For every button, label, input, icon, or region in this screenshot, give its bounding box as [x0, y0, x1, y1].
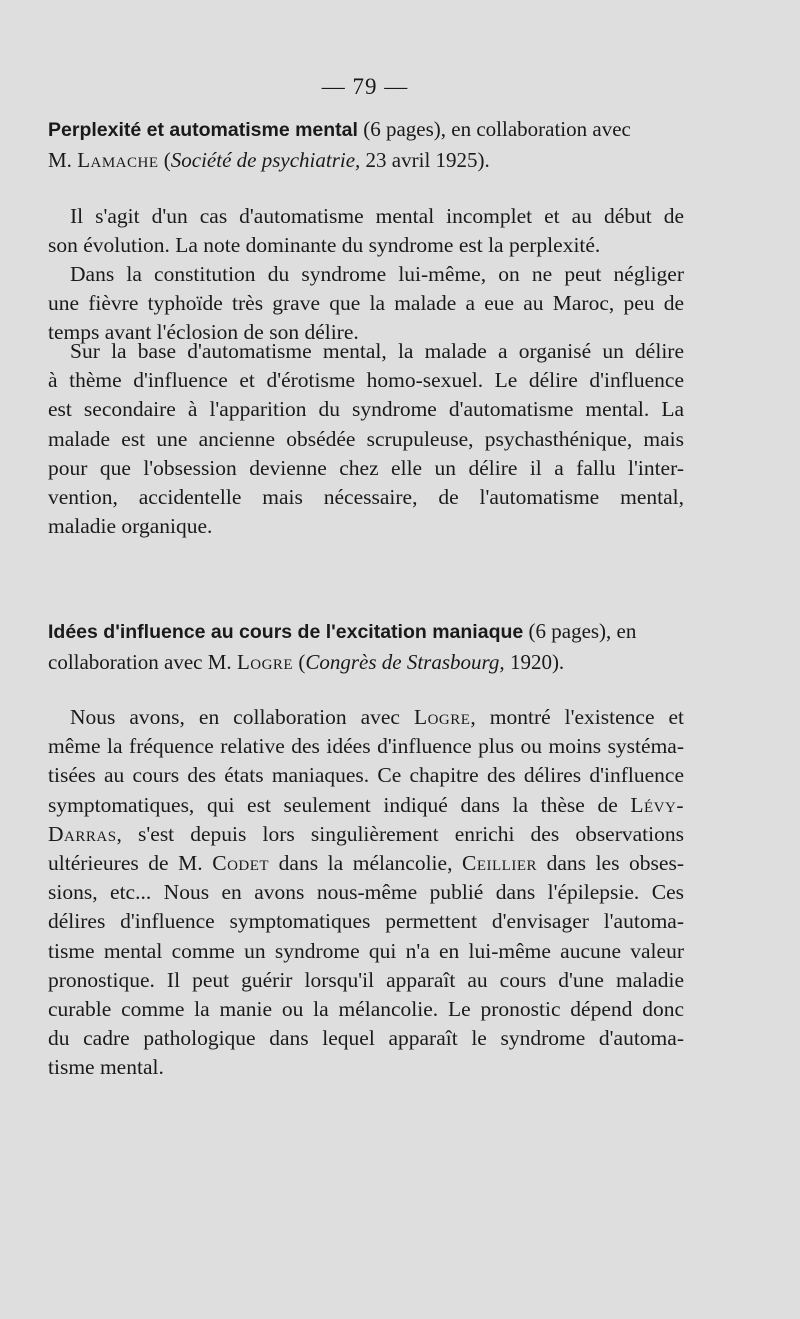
- text-line: pour que l'obsession devienne chez elle un délire il a fallu l'inter-: [48, 455, 684, 480]
- collaborator-name: Logre: [236, 650, 294, 674]
- text-line: une fièvre typhoïde très grave que la malade a eue au Maroc, peu de: [48, 291, 684, 316]
- text-line: curable comme la manie ou la mélancolie. Le pronostic dépend donc: [48, 997, 684, 1022]
- paragraph: [48, 703, 684, 1083]
- heading-line: [48, 145, 684, 175]
- ref-date: 1920).: [504, 650, 565, 674]
- text-line: vention, accidentelle mais nécessaire, de l'automatisme mental,: [48, 485, 684, 510]
- text-line: sions, etc... Nous en avons nous-même publié dans l'épilepsie. Ces: [48, 880, 684, 905]
- section-pages: (6 pages), en: [523, 619, 637, 643]
- paragraph: [48, 260, 684, 348]
- section-heading-idees-influence: [48, 616, 684, 677]
- ref-date: 23 avril 1925).: [360, 148, 490, 172]
- text-line: à thème d'influence et d'érotisme homo-sexuel. Le délire d'influence: [48, 368, 684, 393]
- text-line: Il s'agit d'un cas d'automatisme mental incomplet et au début de: [70, 204, 684, 228]
- venue: Société de psychiatrie,: [170, 148, 361, 172]
- text-line: malade est une ancienne obsédée scrupuleuse, psychasthénique, mais: [48, 426, 684, 451]
- text-line: est secondaire à l'apparition du syndrome d'automatisme mental. La: [48, 397, 684, 422]
- text-line: Nous avons, en collaboration avec Logre, montré l'existence et: [70, 705, 684, 729]
- author-name: Lévy-: [630, 792, 684, 817]
- section-pages: (6 pages), en collaboration avec: [357, 117, 631, 141]
- page-number: — 79 —: [321, 74, 409, 99]
- heading-line: [48, 647, 684, 677]
- paren-open: (: [158, 148, 171, 172]
- heading-prefix: collaboration avec M.: [48, 650, 237, 674]
- text-line: Darras, s'est depuis lors singulièrement enrichi des observations: [48, 821, 684, 846]
- text-line: Dans la constitution du syndrome lui-même, on ne peut négliger: [70, 262, 684, 286]
- text-line: tisées au cours des états maniaques. Ce chapitre des délires d'influence: [48, 763, 684, 788]
- text-line: temps avant l'éclosion de son délire.: [48, 320, 359, 345]
- author-name: Codet: [212, 851, 270, 876]
- section-title: Perplexité et automatisme mental: [48, 119, 358, 141]
- text-line: délires d'influence symptomatiques permettent d'envisager l'automa-: [48, 909, 684, 934]
- section-heading-perplexite: [48, 114, 684, 175]
- author-name: Ceillier: [462, 851, 538, 876]
- text-line: symptomatiques, qui est seulement indiqué dans la thèse de Lévy-: [48, 792, 684, 817]
- heading-line: [48, 114, 684, 145]
- venue: Congrès de Strasbourg,: [305, 650, 505, 674]
- text-line: Sur la base d'automatisme mental, la malade a organisé un délire: [70, 339, 684, 363]
- text-line: même la fréquence relative des idées d'influence plus ou moins systéma-: [48, 734, 684, 759]
- text-line: du cadre pathologique dans lequel apparaît le syndrome d'automa-: [48, 1026, 684, 1051]
- paragraph: [48, 337, 684, 541]
- heading-line: [48, 616, 684, 647]
- text-line: tisme mental.: [48, 1055, 164, 1080]
- text-line: maladie organique.: [48, 514, 213, 539]
- text-line: ultérieures de M. Codet dans la mélancolie, Ceillier dans les obses-: [48, 851, 684, 876]
- heading-prefix: M.: [48, 148, 78, 172]
- paren-open: (: [293, 650, 306, 674]
- paragraph: [48, 202, 684, 260]
- author-name: Darras: [48, 821, 117, 846]
- section-title: Idées d'influence au cours de l'excitation maniaque: [48, 621, 524, 643]
- text-line: son évolution. La note dominante du syndrome est la perplexité.: [48, 233, 601, 258]
- text-line: tisme mental comme un syndrome qui n'a en lui-même aucune valeur: [48, 938, 684, 963]
- collaborator-name: Lamache: [77, 148, 159, 172]
- text-line: pronostique. Il peut guérir lorsqu'il apparaît au cours d'une maladie: [48, 967, 684, 992]
- author-name: Logre: [413, 705, 471, 729]
